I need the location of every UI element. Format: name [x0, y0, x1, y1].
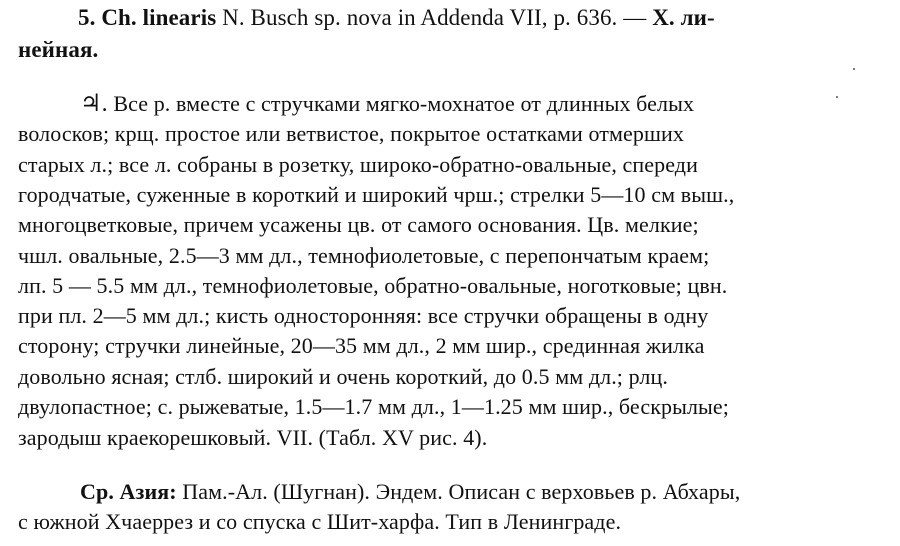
genus-abbreviation: Ch.: [101, 5, 137, 30]
description-line-11: двулопастное; с. рыжеватые, 1.5—1.7 мм дл., 1—1.25 мм шир., бескрылые;: [18, 394, 730, 419]
author-citation: N. Busch sp. nova in Addenda VII, p. 636. —: [222, 5, 647, 30]
description-line-8: при пл. 2—5 мм дл.; кисть односторонняя: все стручки обращены в одну: [18, 303, 709, 328]
description-text: Все р. вместе с стручками мягко-мохнатое от длинных белых: [113, 91, 695, 116]
description-line-3: старых л.; все л. собраны в розетку, широко-обратно-овальные, спереди: [18, 152, 698, 177]
scan-speck: [853, 68, 855, 70]
description-line-2: волосков; крщ. простое или ветвистое, покрытое остатками отмерших: [18, 121, 684, 146]
entry-number: 5.: [78, 5, 96, 30]
distribution-line-2: с южной Хчаеррез и со спуска с Шит-харфа. Тип в Ленинграде.: [18, 509, 622, 534]
description-line-5: многоцветковые, причем усажены цв. от самого основания. Цв. мелкие;: [18, 212, 699, 237]
russian-name-start: X. ли-: [652, 5, 715, 30]
description-line-10: довольно ясная; стлб. широкий и очень короткий, до 0.5 мм дл.; рлц.: [18, 364, 668, 389]
species-heading: [78, 4, 715, 32]
description-line-7: лп. 5 — 5.5 мм дл., темнофиолетовые, обратно-овальные, ноготковые; цвн.: [18, 273, 728, 298]
scan-speck: [836, 96, 838, 98]
region-label: Ср. Азия:: [80, 479, 177, 504]
description-line-1: [80, 90, 694, 118]
description-line-4: городчатые, суженные в короткий и широкий чрш.; стрелки 5—10 см выш.,: [18, 182, 735, 207]
perennial-symbol: ♃.: [80, 91, 108, 117]
description-line-12: зародыш краекорешковый. VII. (Табл. XV рис. 4).: [18, 425, 488, 450]
distribution-line-1: [80, 478, 740, 506]
russian-name-end: нейная.: [18, 37, 99, 62]
species-name: linearis: [142, 5, 217, 30]
description-line-6: чшл. овальные, 2.5—3 мм дл., темнофиолетовые, с перепончатым краем;: [18, 243, 710, 268]
description-line-9: сторону; стручки линейные, 20—35 мм дл., 2 мм шир., срединная жилка: [18, 333, 705, 358]
distribution-text: Пам.-Ал. (Шугнан). Эндем. Описан с верховьев р. Абхары,: [182, 479, 741, 504]
